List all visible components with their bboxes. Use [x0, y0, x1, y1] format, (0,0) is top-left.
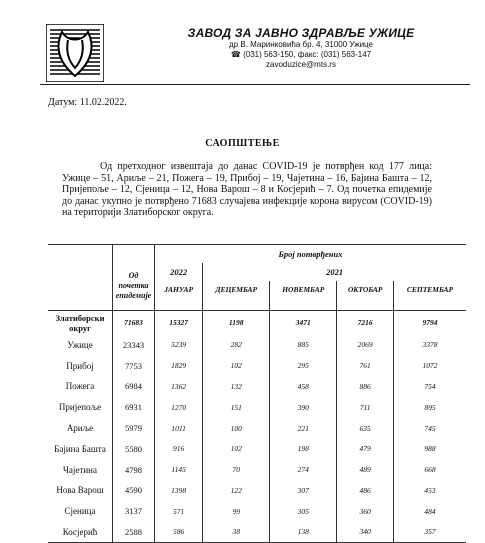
municipality-name: Прибој [66, 360, 94, 371]
table-cell: 151 [203, 397, 270, 418]
table-cell: 307 [270, 480, 337, 501]
table-cell: 1145 [155, 459, 203, 480]
municipality-name: Нова Варош [56, 485, 104, 496]
table-cell: 916 [155, 438, 203, 459]
table-cell: 895 [393, 397, 466, 418]
table-header-row-1 [48, 245, 466, 263]
month-header: НОВЕМБАР [270, 281, 337, 299]
header-divider [40, 84, 470, 85]
municipality-name: Пожега [65, 381, 95, 392]
table-cell: 711 [337, 397, 394, 418]
table-row [48, 397, 466, 418]
municipality-name: Сјеница [64, 506, 96, 517]
table-cell: 1198 [203, 311, 270, 335]
table-cell: 458 [270, 376, 337, 397]
table-cell: 5979 [113, 418, 155, 439]
table-row [48, 501, 466, 522]
table-cell: 340 [337, 522, 394, 543]
table-cell: 274 [270, 459, 337, 480]
table-cell: 198 [270, 438, 337, 459]
table-cell: 6931 [113, 397, 155, 418]
institute-logo-icon [46, 24, 104, 82]
letterhead-text [136, 26, 466, 70]
table-cell: 122 [203, 480, 270, 501]
table-cell: 70 [203, 459, 270, 480]
table-cell: 1398 [155, 480, 203, 501]
month-header: ЈАНУАР [155, 281, 203, 299]
table-cell: 7216 [337, 311, 394, 335]
month-header: ДЕЦЕМБАР [203, 281, 270, 299]
table-cell: 5239 [155, 335, 203, 356]
table-cell: 282 [203, 335, 270, 356]
table-cell: 132 [203, 376, 270, 397]
table-cell: 489 [337, 459, 394, 480]
table-cell: 99 [203, 501, 270, 522]
table-row [48, 459, 466, 480]
letterhead [40, 22, 470, 84]
table-row [48, 438, 466, 459]
month-header: ОКТОБАР [337, 281, 394, 299]
district-name: Златиборски округ [48, 311, 113, 335]
table-cell: 100 [203, 418, 270, 439]
table-cell: 2069 [337, 335, 394, 356]
table-cell: 886 [337, 376, 394, 397]
table-cell: 1362 [155, 376, 203, 397]
table-cell: 5580 [113, 438, 155, 459]
table-cell: 1011 [155, 418, 203, 439]
table-cell: 3471 [270, 311, 337, 335]
table-cell: 2588 [113, 522, 155, 543]
table-cell: 102 [203, 438, 270, 459]
document-date: Датум: 11.02.2022. [48, 97, 127, 108]
table-cell: 305 [270, 501, 337, 522]
municipality-name: Пријепоље [58, 402, 102, 413]
table-cell: 3137 [113, 501, 155, 522]
table-cell: 390 [270, 397, 337, 418]
table-cell: 571 [155, 501, 203, 522]
table-cell: 754 [393, 376, 466, 397]
table-cell: 1829 [155, 355, 203, 376]
table-cell: 4798 [113, 459, 155, 480]
table-cell: 745 [393, 418, 466, 439]
table-cell: 486 [337, 480, 394, 501]
table-cell: 9794 [393, 311, 466, 335]
group-header: Број потврђених [155, 245, 467, 263]
municipality-name: Ариље [66, 423, 94, 434]
municipality-name: Чајетина [63, 464, 97, 475]
table-header-row-2 [48, 263, 466, 281]
table-cell: 988 [393, 438, 466, 459]
table-row [48, 335, 466, 356]
since-start-header: Од почетка епидемије [113, 263, 155, 311]
table-header-row-3 [48, 281, 466, 299]
table-cell: 6984 [113, 376, 155, 397]
table-total-row [48, 311, 466, 335]
table-row [48, 418, 466, 439]
table-cell: 668 [393, 459, 466, 480]
table-cell: 360 [337, 501, 394, 522]
table-cell: 38 [203, 522, 270, 543]
table-row [48, 522, 466, 543]
announcement-paragraph: Од претходног извештаја до данас COVID-19 је потврђен код 177 лица: Ужице – 51, Ариље – 21, Пожега – 19, Прибој – 19, Чајетина – 16, Бајина Башта – 12, Пријепоље – 12, Сјеница – 12, Нова Варош – 8 и Косјерић – 7. Од почетка епидемије до данас укупно је потврђено 71683 случајева инфекције корона вирусом (COVID-19) на територији Златиборског округа. [62, 161, 432, 218]
table-cell: 885 [270, 335, 337, 356]
table-cell: 3378 [393, 335, 466, 356]
document-title: САОПШТЕЊЕ [205, 138, 280, 149]
table-cell: 221 [270, 418, 337, 439]
org-name: ЗАВОД ЗА ЈАВНО ЗДРАВЉЕ УЖИЦЕ [187, 26, 415, 40]
table-row [48, 355, 466, 376]
table-cell: 4590 [113, 480, 155, 501]
table-cell: 1270 [155, 397, 203, 418]
table-cell: 102 [203, 355, 270, 376]
table-cell: 23343 [113, 335, 155, 356]
table-cell: 1072 [393, 355, 466, 376]
month-header: СЕПТЕМБАР [393, 281, 466, 299]
table-cell: 7753 [113, 355, 155, 376]
municipality-name: Ужице [67, 339, 93, 350]
year-2022-header: 2022 [155, 263, 203, 281]
table-cell: 453 [393, 480, 466, 501]
year-2021-header: 2021 [203, 263, 466, 281]
municipality-name: Бајина Башта [54, 443, 106, 454]
table-row [48, 376, 466, 397]
table-cell: 138 [270, 522, 337, 543]
table-cell: 761 [337, 355, 394, 376]
table-cell: 295 [270, 355, 337, 376]
table-cell: 15327 [155, 311, 203, 335]
table-cell: 635 [337, 418, 394, 439]
table-cell: 586 [155, 522, 203, 543]
org-email: zavoduzice@mts.rs [266, 60, 336, 69]
table-cell: 479 [337, 438, 394, 459]
cases-table [48, 244, 466, 543]
table-cell: 71683 [113, 311, 155, 335]
municipality-name: Косјерић [48, 522, 113, 543]
table-row [48, 480, 466, 501]
org-address: др В. Маринковића бр. 4, 31000 Ужице [229, 40, 373, 49]
table-cell: 357 [393, 522, 466, 543]
table-cell: 484 [393, 501, 466, 522]
org-phone: ☎ (031) 563-150, факс: (031) 563-147 [230, 50, 372, 59]
